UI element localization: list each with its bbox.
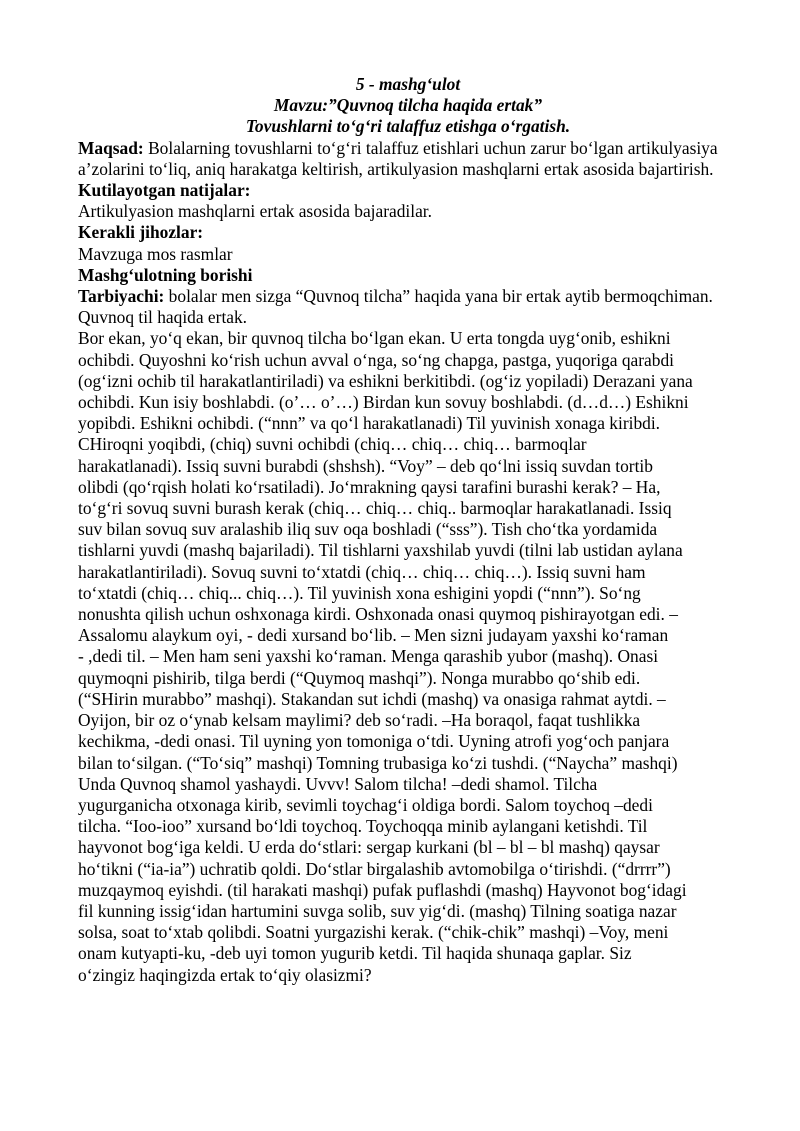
expected-results-label: Kutilayotgan natijalar: <box>78 180 251 201</box>
story-line: ochibdi. Kun isiy boshlabdi. (o’… o’…) Birdan kun sovuy boshlabdi. (d…d…) Eshikni <box>78 392 689 413</box>
story-line: - ,dedi til. – Men ham seni yaxshi ko‘raman. Menga qarashib yubor (mashq). Onasi <box>78 646 659 667</box>
story-line: ho‘tikni (“ia-ia”) uchratib qoldi. Do‘stlar birgalashib avtomobilga o‘tirishdi. (“drrrr”) <box>78 858 671 879</box>
story-line: bilan to‘silgan. (“To‘siq” mashqi) Tomning trubasiga ko‘zi tushdi. (“Naycha” mashqi) <box>78 752 678 773</box>
teacher-paragraph <box>78 286 738 307</box>
story-line: olibdi (qo‘rqish holati ko‘rsatiladi). Jo‘mrakning qaysi tarafini burashi kerak? – Ha, <box>78 476 661 497</box>
story-line: harakatlantiriladi). Sovuq suvni to‘xtatdi (chiq… chiq… chiq…). Issiq suvni ham <box>78 561 646 582</box>
story-line: harakatlanadi). Issiq suvni burabdi (shshsh). “Voy” – deb qo‘lni issiq suvdan tortib <box>78 455 653 476</box>
story-line: kechikma, -dedi onasi. Til uyning yon tomoniga o‘tdi. Uyning atrofi yog‘och panjara <box>78 731 670 752</box>
lesson-topic: Mavzu:”Quvnoq tilcha haqida ertak” <box>273 95 543 116</box>
story-line: nonushta qilish uchun oshxonaga kirdi. Oshxonada onasi quymoq pishirayotgan edi. – <box>78 604 678 625</box>
expected-results-text: Artikulyasion mashqlarni ertak asosida bajaradilar. <box>78 201 432 222</box>
story-line: hayvonot bog‘iga keldi. U erda do‘stlari: sergap kurkani (bl – bl – bl mashq) qaysar <box>78 837 660 858</box>
story-line: tishlarni yuvdi (mashq bajariladi). Til tishlarni yaxshilab yuvdi (tilni lab ustidan aylana <box>78 540 683 561</box>
story-line: yugurganicha otxonaga kirib, sevimli toychag‘i oldiga bordi. Salom toychoq –dedi <box>78 794 653 815</box>
story-line: (“SHirin murabbo” mashqi). Stakandan sut ichdi (mashq) va onasiga rahmat aytdi. – <box>78 688 666 709</box>
story-line: muzqaymoq eyishdi. (til harakati mashqi) pufak puflashdi (mashq) Hayvonot bog‘idagi <box>78 879 687 900</box>
story-line: suv bilan sovuq suv aralashib iliq suv oqa boshladi (“sss”). Tish cho‘tka yordamida <box>78 519 658 540</box>
story-line: quymoqni pishirib, tilga berdi (“Quymoq mashqi”). Nonga murabbo qo‘shib edi. <box>78 667 641 688</box>
story-line: Bor ekan, yo‘q ekan, bir quvnoq tilcha bo‘lgan ekan. U erta tongda uyg‘onib, eshikni <box>78 328 671 349</box>
lesson-flow-heading: Mashg‘ulotning borishi <box>78 264 253 285</box>
story-line: fil kunning issig‘idan hartumini suvga solib, suv yig‘di. (mashq) Tilning soatiga nazar <box>78 900 677 921</box>
story-line: tilcha. “Ioo-ioo” xursand bo‘ldi toychoq. Toychoqqa minib aylangani ketishdi. Til <box>78 816 648 837</box>
story-line: Oyijon, bir oz o‘ynab kelsam maylimi? deb so‘radi. –Ha boraqol, faqat tushlikka <box>78 710 641 731</box>
story-line: to‘g‘ri sovuq suvni burash kerak (chiq… chiq… chiq.. barmoqlar harakatlanadi. Issiq <box>78 498 672 519</box>
goal-label: Maqsad: <box>78 137 144 158</box>
story-line: Assalomu alaykum oyi, - dedi xursand bo‘lib. – Men sizni judayam yaxshi ko‘raman <box>78 625 669 646</box>
goal-paragraph <box>78 138 738 180</box>
lesson-subtitle: Tovushlarni to‘g‘ri talaffuz etishga o‘rgatish. <box>245 116 571 137</box>
equipment-text: Mavzuga mos rasmlar <box>78 243 233 264</box>
story-line: Unda Quvnoq shamol yashaydi. Uvvv! Salom tilcha! –dedi shamol. Tilcha <box>78 773 598 794</box>
story-line: onam kutyapti-ku, -deb uyi tomon yugurib ketdi. Til haqida shunaqa gaplar. Siz <box>78 943 632 964</box>
lesson-number: 5 - mashg‘ulot <box>355 74 461 94</box>
story-line: yopibdi. Eshikni ochibdi. (“nnn” va qo‘l harakatlanadi) Til yuvinish xonaga kiribdi. <box>78 413 661 434</box>
story-title: Quvnoq til haqida ertak. <box>78 307 248 328</box>
story-line: CHiroqni yoqibdi, (chiq) suvni ochibdi (chiq… chiq… chiq… barmoqlar <box>78 434 587 455</box>
story-line: solsa, soat to‘xtab qolibdi. Soatni yurgazishi kerak. (“chik-chik” mashqi) –Voy, meni <box>78 922 669 943</box>
story-line: to‘xtatdi (chiq… chiq... chiq…). Til yuvinish xona eshigini yopdi (“nnn”). So‘ng <box>78 582 641 603</box>
equipment-label: Kerakli jihozlar: <box>78 222 204 243</box>
teacher-label: Tarbiyachi: <box>78 286 165 307</box>
story-body <box>78 328 738 985</box>
story-line: o‘zingiz haqingizda ertak to‘qiy olasizmi? <box>78 964 372 985</box>
story-line: ochibdi. Quyoshni ko‘rish uchun avval o‘nga, so‘ng chapga, pastga, yuqoriga qarabdi <box>78 349 674 370</box>
story-line: (og‘izni ochib til harakatlantiriladi) va eshikni berkitibdi. (og‘iz yopiladi) Derazani yana <box>78 370 693 391</box>
goal-text: Bolalarning tovushlarni to‘g‘ri talaffuz etishlari uchun zarur bo‘lgan artikulyasiya a’zolarini to‘liq, aniq harakatga keltirish, artikulyasion mashqlarni ertak asosida bajartirish. <box>78 137 718 179</box>
teacher-text: bolalar men sizga “Quvnoq tilcha” haqida yana bir ertak aytib bermoqchiman. <box>164 286 713 307</box>
